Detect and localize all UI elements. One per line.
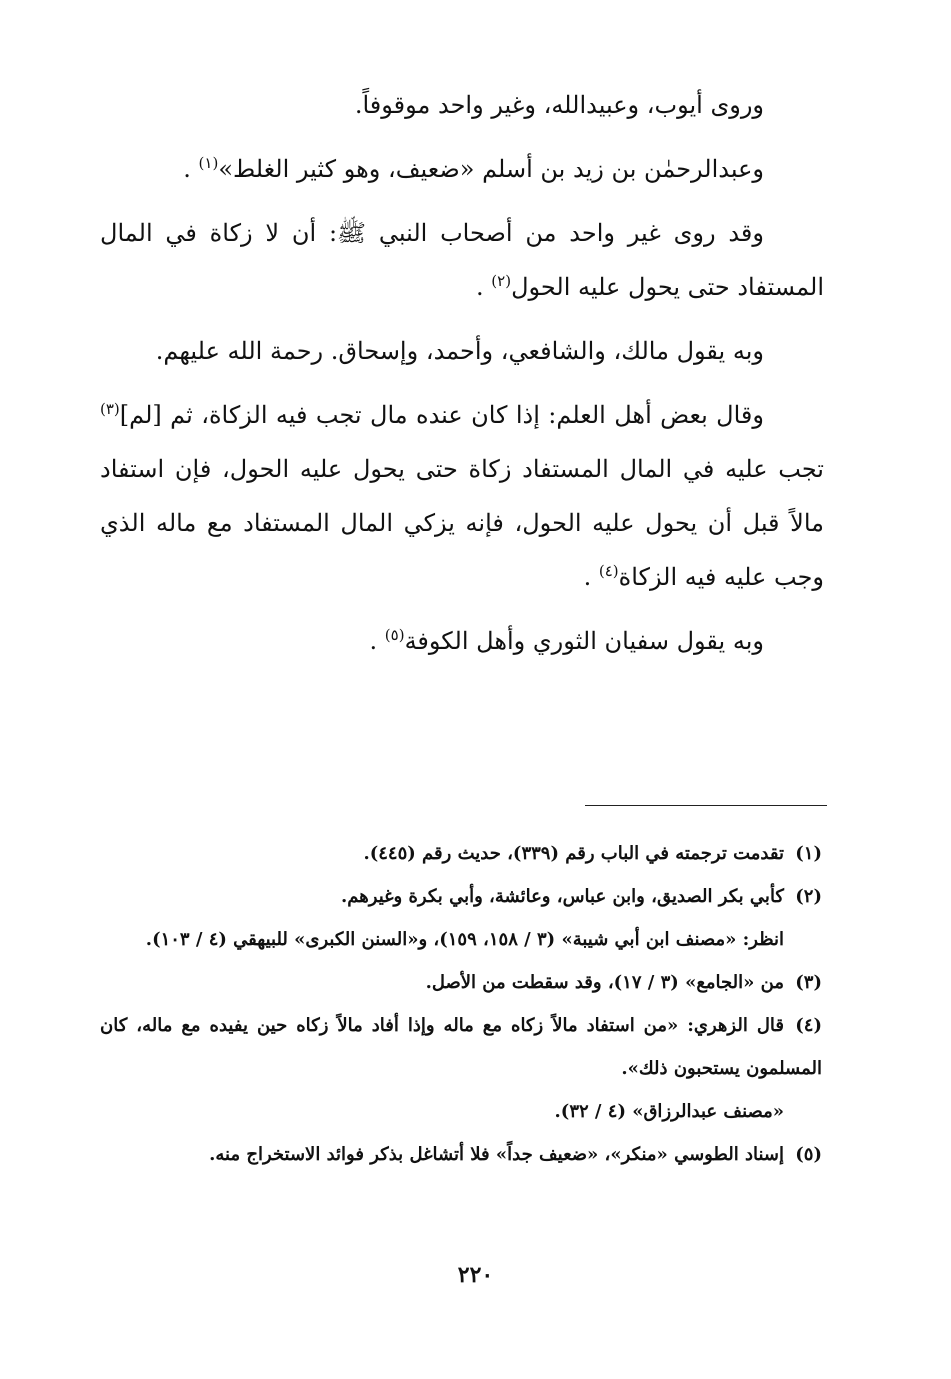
footnote-5-number: (٥)	[795, 1144, 822, 1165]
footnote-2	[100, 875, 828, 918]
footnote-4-text: قال الزهري: «من استفاد مالاً زكاه مع ماله وإذا أفاد مالاً زكاه حين يفيده مع ماله، كان المسلمون يستحبون ذلك».	[100, 1015, 822, 1079]
footnote-2-source: انظر: «مصنف ابن أبي شيبة» (٣ / ١٥٨، ١٥٩)، و«السنن الكبرى» للبيهقي (٤ / ١٠٣).	[145, 929, 784, 950]
footnote-2-text: كأبي بكر الصديق، وابن عباس، وعائشة، وأبي بكرة وغيرهم.	[341, 886, 784, 907]
paragraph-5-end: .	[583, 563, 599, 591]
footnote-ref-3[interactable]: (٣)	[100, 400, 120, 418]
footnote-ref-4[interactable]: (٤)	[598, 562, 619, 580]
footnote-1-number: (١)	[795, 843, 822, 864]
footnote-3	[100, 961, 828, 1004]
footnote-ref-1[interactable]: (١)	[198, 154, 219, 172]
footnote-ref-5[interactable]: (٥)	[384, 626, 405, 644]
paragraph-3-tail: .	[476, 273, 492, 301]
footnote-3-text: من «الجامع» (٣ / ١٧)، وقد سقطت من الأصل.	[425, 972, 784, 993]
paragraph-3	[100, 206, 824, 314]
footnote-3-number: (٣)	[795, 972, 822, 993]
paragraph-6-tail: .	[369, 627, 385, 655]
footnote-2-continuation	[100, 918, 828, 961]
footnote-2-number: (٢)	[795, 886, 822, 907]
footnote-separator	[585, 805, 827, 806]
paragraph-2-text: وعبدالرحمٰن بن زيد بن أسلم «ضعيف، وهو كثير الغلط»	[218, 155, 764, 183]
footnotes-section	[100, 832, 828, 1176]
footnote-1	[100, 832, 828, 875]
paragraph-4	[100, 324, 824, 378]
paragraph-1-text: وروى أيوب، وعبيدالله، وغير واحد موقوفاً.	[354, 91, 764, 119]
paragraph-6-text: وبه يقول سفيان الثوري وأهل الكوفة	[404, 627, 764, 655]
footnote-4-source: «مصنف عبدالرزاق» (٤ / ٣٢).	[554, 1101, 784, 1122]
footnote-4-continuation	[100, 1090, 828, 1133]
paragraph-2	[100, 142, 824, 196]
footnote-4	[100, 1004, 828, 1090]
paragraph-5-tail: تجب عليه في المال المستفاد زكاة حتى يحول عليه الحول، فإن استفاد مالاً قبل أن يحول عليه الحول، فإنه يزكي المال المستفاد مع ماله الذي وجب عليه فيه الزكاة	[100, 455, 824, 591]
footnote-5	[100, 1133, 828, 1176]
paragraph-3-text: وقد روى غير واحد من أصحاب النبي ﷺ: أن لا زكاة في المال المستفاد حتى يحول عليه الحول	[100, 219, 824, 301]
footnote-5-text: إسناد الطوسي «منكر»، «ضعيف جداً» فلا أتشاغل بذكر فوائد الاستخراج منه.	[209, 1144, 784, 1165]
paragraph-6	[100, 614, 824, 668]
paragraph-2-tail: .	[183, 155, 199, 183]
main-text	[100, 78, 824, 678]
footnote-1-text: تقدمت ترجمته في الباب رقم (٣٣٩)، حديث رقم (٤٤٥).	[363, 843, 784, 864]
paragraph-5-text: وقال بعض أهل العلم: إذا كان عنده مال تجب فيه الزكاة، ثم [لم]	[119, 401, 764, 429]
footnote-4-number: (٤)	[795, 1015, 822, 1036]
paragraph-4-text: وبه يقول مالك، والشافعي، وأحمد، وإسحاق. رحمة الله عليهم.	[155, 337, 764, 365]
page-number: ٢٢٠	[457, 1262, 494, 1288]
paragraph-5	[100, 388, 824, 604]
footnote-ref-2[interactable]: (٢)	[491, 272, 512, 290]
paragraph-1	[100, 78, 824, 132]
